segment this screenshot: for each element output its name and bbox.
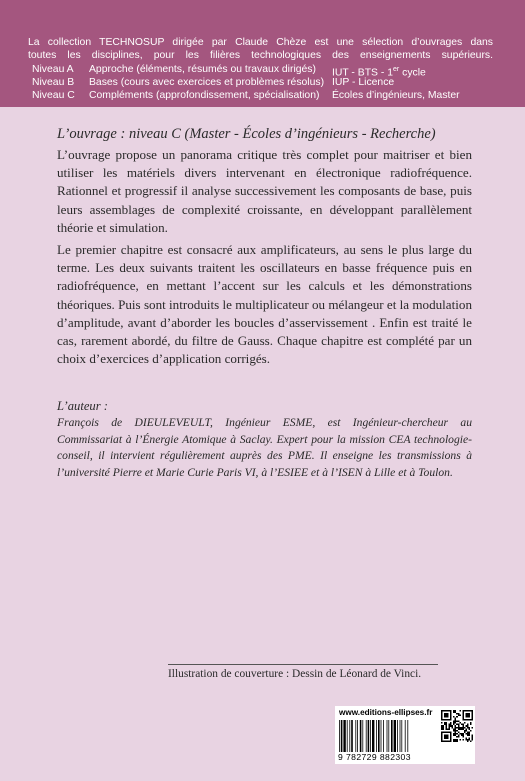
collection-banner	[0, 0, 525, 107]
level-row-a	[32, 63, 512, 79]
isbn-number: 9 782729 882303	[338, 752, 411, 762]
level-target: IUT - BTS - 1er cycle	[332, 66, 426, 79]
level-row-b	[32, 76, 512, 89]
description-paragraph-1: L’ouvrage propose un panorama critique très complet pour maitriser et bien utiliser les matériels divers intervenant en électronique radiofréquence. Rationnel et progressif il analyse successivement les composants de base, puis leurs assemblages de complexité croissante, en développant parallèlement théorie et simulation.	[57, 147, 472, 235]
collection-intro-line2: toutes les disciplines, pour les filières technologiques des enseignements supérieurs.	[28, 50, 493, 61]
level-list	[32, 63, 512, 102]
level-description: Bases (cours avec exercices et problèmes résolus)	[89, 77, 325, 88]
qr-code-icon	[441, 710, 473, 742]
isbn-barcode	[338, 720, 437, 752]
level-code: Niveau B	[32, 77, 75, 88]
cover-illustration-credit: Illustration de couverture : Dessin de Léonard de Vinci.	[168, 668, 422, 680]
collection-intro-line1: La collection TECHNOSUP dirigée par Claude Chèze est une sélection d’ouvrages dans	[28, 37, 493, 48]
level-description: Approche (éléments, résumés ou travaux dirigés)	[89, 64, 316, 75]
level-row-c	[32, 89, 512, 102]
level-target: Écoles d’ingénieurs, Master	[332, 90, 460, 101]
barcode-panel	[335, 706, 475, 764]
description-paragraph-2: Le premier chapitre est consacré aux amplificateurs, au sens le plus large du terme. Les deux suivants traitent les oscillateurs en basse fréquence puis en radiofréquence, en mettant l’accent sur les calculs et les démonstrations théoriques. Puis sont introduits le multiplicateur ou mélangeur et la modulation d’amplitude, avant d’aborder les boucles d’asservissement . Enfin est traité le cas, rarement abordé, du filtre de Gauss. Chaque chapitre est complété par un choix d’exercices d’application corrigés.	[57, 242, 472, 367]
author-heading: L’auteur :	[57, 399, 108, 413]
level-target: IUP - Licence	[332, 77, 395, 88]
collection-intro	[28, 36, 493, 62]
publisher-website: www.editions-ellipses.fr	[339, 708, 433, 717]
book-level-subtitle: L’ouvrage : niveau C (Master - Écoles d’ingénieurs - Recherche)	[57, 126, 436, 142]
level-code: Niveau C	[32, 90, 75, 101]
level-code: Niveau A	[32, 64, 74, 75]
divider	[168, 664, 438, 665]
author-bio: François de DIEULEVEULT, Ingénieur ESME, est Ingénieur-chercheur au Commissariat à l’Énergie Atomique à Saclay. Expert pour la mission CEA technologie-conseil, il intervient régulièrement auprès des PME. Il enseigne les transmissions à l’université Pierre et Marie Curie Paris VI, à l’ESIEE et à l’ISEN à Lille et à Toulon.	[57, 416, 472, 479]
level-description: Compléments (approfondissement, spécialisation)	[89, 90, 320, 101]
